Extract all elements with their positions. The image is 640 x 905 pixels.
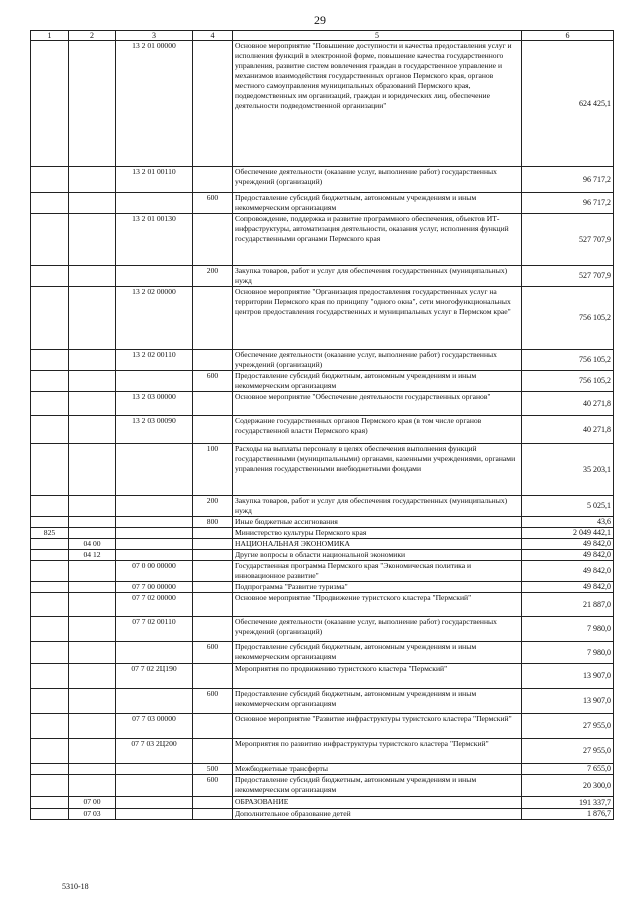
cell-admin-code <box>31 582 69 593</box>
header-col-3: 3 <box>116 31 193 41</box>
cell-description: Обеспечение деятельности (оказание услуг, выполнение работ) государственных учреждений (организаций) <box>233 167 522 193</box>
cell-target-article <box>116 371 193 392</box>
cell-admin-code <box>31 41 69 167</box>
table-header-row <box>31 31 614 41</box>
cell-expense-type <box>193 809 233 820</box>
cell-amount: 7 980,0 <box>522 642 614 664</box>
cell-target-article: 13 2 02 00000 <box>116 287 193 350</box>
cell-expense-type: 200 <box>193 266 233 287</box>
cell-section-code <box>69 266 116 287</box>
cell-expense-type: 600 <box>193 689 233 714</box>
cell-amount: 1 876,7 <box>522 809 614 820</box>
cell-description: Мероприятия по продвижению туристского кластера "Пермский" <box>233 664 522 689</box>
cell-admin-code <box>31 714 69 739</box>
cell-amount: 49 842,0 <box>522 561 614 582</box>
cell-description: Обеспечение деятельности (оказание услуг, выполнение работ) государственных учреждений (организаций) <box>233 617 522 642</box>
cell-expense-type <box>193 350 233 371</box>
table-row <box>31 193 614 214</box>
cell-section-code <box>69 444 116 496</box>
cell-description: Иные бюджетные ассигнования <box>233 517 522 528</box>
cell-admin-code: 825 <box>31 528 69 539</box>
cell-amount: 27 955,0 <box>522 739 614 764</box>
table-row <box>31 561 614 582</box>
cell-amount: 40 271,8 <box>522 392 614 416</box>
cell-expense-type <box>193 561 233 582</box>
table-row <box>31 416 614 444</box>
cell-description: Основное мероприятие "Повышение доступности и качества предоставления услуг и исполнения функций в электронной форме, повышение качества государственного управления, развитие систем вовлечения граждан в государственное управление и механизмов взаимодействия государственных органов Пермского края, органов местного самоуправления муниципальных образований Пермского края, подведомственных им организаций, граждан и юридических лиц, обеспечение деятельности подведомственной организации" <box>233 41 522 167</box>
cell-section-code <box>69 193 116 214</box>
cell-description: Мероприятия по развитию инфраструктуры туристского кластера "Пермский" <box>233 739 522 764</box>
cell-description: Основное мероприятие "Продвижение туристского кластера "Пермский" <box>233 593 522 617</box>
cell-target-article <box>116 797 193 809</box>
cell-amount: 40 271,8 <box>522 416 614 444</box>
cell-amount: 7 655,0 <box>522 764 614 775</box>
cell-section-code <box>69 739 116 764</box>
table-row <box>31 689 614 714</box>
cell-section-code <box>69 593 116 617</box>
cell-admin-code <box>31 496 69 517</box>
cell-expense-type: 800 <box>193 517 233 528</box>
cell-description: Предоставление субсидий бюджетным, автономным учреждениям и иным некоммерческим организациям <box>233 775 522 797</box>
cell-amount: 756 105,2 <box>522 287 614 350</box>
cell-description: Предоставление субсидий бюджетным, автономным учреждениям и иным некоммерческим организациям <box>233 371 522 392</box>
cell-section-code <box>69 517 116 528</box>
cell-admin-code <box>31 539 69 550</box>
cell-description: НАЦИОНАЛЬНАЯ ЭКОНОМИКА <box>233 539 522 550</box>
cell-admin-code <box>31 664 69 689</box>
header-col-2: 2 <box>69 31 116 41</box>
cell-description: Предоставление субсидий бюджетным, автономным учреждениям и иным некоммерческим организациям <box>233 642 522 664</box>
table-row <box>31 444 614 496</box>
cell-target-article <box>116 266 193 287</box>
cell-expense-type <box>193 739 233 764</box>
cell-amount: 27 955,0 <box>522 714 614 739</box>
cell-description: Основное мероприятие "Развитие инфраструктуры туристского кластера "Пермский" <box>233 714 522 739</box>
cell-amount: 96 717,2 <box>522 193 614 214</box>
cell-expense-type: 100 <box>193 444 233 496</box>
table-row <box>31 266 614 287</box>
cell-expense-type <box>193 714 233 739</box>
cell-amount: 191 337,7 <box>522 797 614 809</box>
budget-table <box>30 30 614 820</box>
cell-expense-type: 500 <box>193 764 233 775</box>
cell-target-article: 07 0 00 00000 <box>116 561 193 582</box>
table-row <box>31 539 614 550</box>
cell-expense-type <box>193 167 233 193</box>
cell-target-article <box>116 764 193 775</box>
cell-section-code <box>69 287 116 350</box>
cell-section-code <box>69 582 116 593</box>
cell-target-article <box>116 539 193 550</box>
cell-admin-code <box>31 797 69 809</box>
cell-description: Расходы на выплаты персоналу в целях обеспечения выполнения функций государственными (муниципальными) органами, казенными учреждениями, органами управления государственными внебюджетными фондами <box>233 444 522 496</box>
cell-admin-code <box>31 266 69 287</box>
cell-section-code: 04 12 <box>69 550 116 561</box>
cell-target-article: 13 2 01 00130 <box>116 214 193 266</box>
cell-target-article <box>116 496 193 517</box>
cell-amount: 35 203,1 <box>522 444 614 496</box>
cell-section-code <box>69 764 116 775</box>
cell-section-code <box>69 214 116 266</box>
cell-description: ОБРАЗОВАНИЕ <box>233 797 522 809</box>
table-row <box>31 764 614 775</box>
cell-admin-code <box>31 764 69 775</box>
header-col-6: 6 <box>522 31 614 41</box>
cell-section-code <box>69 167 116 193</box>
cell-admin-code <box>31 689 69 714</box>
cell-expense-type <box>193 41 233 167</box>
cell-admin-code <box>31 593 69 617</box>
cell-admin-code <box>31 444 69 496</box>
cell-amount: 5 025,1 <box>522 496 614 517</box>
cell-amount: 20 300,0 <box>522 775 614 797</box>
cell-amount: 2 049 442,1 <box>522 528 614 539</box>
table-row <box>31 392 614 416</box>
cell-section-code <box>69 775 116 797</box>
cell-admin-code <box>31 350 69 371</box>
cell-amount: 527 707,9 <box>522 266 614 287</box>
cell-section-code: 07 00 <box>69 797 116 809</box>
cell-admin-code <box>31 214 69 266</box>
table-row <box>31 617 614 642</box>
cell-amount: 13 907,0 <box>522 689 614 714</box>
cell-section-code <box>69 689 116 714</box>
cell-expense-type: 600 <box>193 775 233 797</box>
cell-section-code <box>69 41 116 167</box>
cell-target-article <box>116 689 193 714</box>
cell-target-article <box>116 528 193 539</box>
cell-admin-code <box>31 739 69 764</box>
cell-admin-code <box>31 392 69 416</box>
cell-expense-type <box>193 392 233 416</box>
table-row <box>31 550 614 561</box>
cell-section-code <box>69 392 116 416</box>
cell-section-code <box>69 496 116 517</box>
cell-expense-type <box>193 214 233 266</box>
cell-admin-code <box>31 167 69 193</box>
cell-amount: 756 105,2 <box>522 350 614 371</box>
table-row <box>31 287 614 350</box>
cell-expense-type <box>193 582 233 593</box>
cell-section-code <box>69 664 116 689</box>
cell-section-code <box>69 528 116 539</box>
cell-amount: 13 907,0 <box>522 664 614 689</box>
cell-admin-code <box>31 561 69 582</box>
cell-admin-code <box>31 775 69 797</box>
cell-description: Закупка товаров, работ и услуг для обеспечения государственных (муниципальных) нужд <box>233 496 522 517</box>
cell-target-article: 07 7 03 2Ц200 <box>116 739 193 764</box>
header-col-1: 1 <box>31 31 69 41</box>
table-row <box>31 664 614 689</box>
cell-target-article: 07 7 02 00000 <box>116 593 193 617</box>
cell-target-article <box>116 193 193 214</box>
cell-admin-code <box>31 193 69 214</box>
cell-description: Основное мероприятие "Организация предоставления государственных услуг на территории Пермского края по принципу "одного окна", сети многофункциональных центров предоставления государственных и муниципальных услуг в Пермском крае" <box>233 287 522 350</box>
cell-expense-type: 600 <box>193 642 233 664</box>
header-col-5: 5 <box>233 31 522 41</box>
cell-amount: 756 105,2 <box>522 371 614 392</box>
table-row <box>31 775 614 797</box>
cell-amount: 43,6 <box>522 517 614 528</box>
table-row <box>31 714 614 739</box>
cell-section-code <box>69 416 116 444</box>
cell-admin-code <box>31 550 69 561</box>
cell-description: Обеспечение деятельности (оказание услуг, выполнение работ) государственных учреждений (организаций) <box>233 350 522 371</box>
cell-admin-code <box>31 287 69 350</box>
cell-target-article <box>116 444 193 496</box>
cell-section-code: 07 03 <box>69 809 116 820</box>
cell-expense-type <box>193 416 233 444</box>
cell-target-article: 13 2 01 00110 <box>116 167 193 193</box>
cell-section-code <box>69 561 116 582</box>
cell-section-code <box>69 371 116 392</box>
cell-target-article: 07 7 02 00110 <box>116 617 193 642</box>
table-row <box>31 593 614 617</box>
table-row <box>31 167 614 193</box>
table-row <box>31 528 614 539</box>
cell-expense-type <box>193 617 233 642</box>
cell-expense-type <box>193 593 233 617</box>
cell-description: Министерство культуры Пермского края <box>233 528 522 539</box>
cell-section-code <box>69 714 116 739</box>
cell-admin-code <box>31 809 69 820</box>
cell-expense-type <box>193 550 233 561</box>
cell-section-code: 04 00 <box>69 539 116 550</box>
cell-target-article: 07 7 03 00000 <box>116 714 193 739</box>
cell-target-article: 13 2 02 00110 <box>116 350 193 371</box>
cell-admin-code <box>31 642 69 664</box>
document-code: 5310-18 <box>62 882 89 891</box>
cell-description: Закупка товаров, работ и услуг для обеспечения государственных (муниципальных) нужд <box>233 266 522 287</box>
cell-expense-type: 600 <box>193 193 233 214</box>
cell-description: Государственная программа Пермского края "Экономическая политика и инновационное развитие" <box>233 561 522 582</box>
table-row <box>31 582 614 593</box>
cell-target-article <box>116 642 193 664</box>
cell-section-code <box>69 642 116 664</box>
table-row <box>31 350 614 371</box>
cell-target-article <box>116 775 193 797</box>
cell-description: Дополнительное образование детей <box>233 809 522 820</box>
cell-amount: 49 842,0 <box>522 550 614 561</box>
cell-admin-code <box>31 416 69 444</box>
table-row <box>31 739 614 764</box>
cell-description: Предоставление субсидий бюджетным, автономным учреждениям и иным некоммерческим организациям <box>233 689 522 714</box>
cell-admin-code <box>31 617 69 642</box>
cell-description: Основное мероприятие "Обеспечение деятельности государственных органов" <box>233 392 522 416</box>
cell-target-article <box>116 809 193 820</box>
cell-expense-type <box>193 664 233 689</box>
cell-expense-type: 200 <box>193 496 233 517</box>
table-row <box>31 517 614 528</box>
cell-amount: 527 707,9 <box>522 214 614 266</box>
cell-expense-type <box>193 528 233 539</box>
cell-amount: 49 842,0 <box>522 539 614 550</box>
table-row <box>31 371 614 392</box>
cell-target-article: 07 7 02 2Ц190 <box>116 664 193 689</box>
cell-description: Межбюджетные трансферты <box>233 764 522 775</box>
table-row <box>31 214 614 266</box>
cell-amount: 624 425,1 <box>522 41 614 167</box>
cell-description: Предоставление субсидий бюджетным, автономным учреждениям и иным некоммерческим организациям <box>233 193 522 214</box>
cell-section-code <box>69 617 116 642</box>
cell-description: Сопровождение, поддержка и развитие программного обеспечения, объектов ИТ-инфраструктуры, автоматизация деятельности, оказания услуг, исполнения функций государственными органами Пермского края <box>233 214 522 266</box>
cell-amount: 21 887,0 <box>522 593 614 617</box>
cell-description: Другие вопросы в области национальной экономики <box>233 550 522 561</box>
table-row <box>31 496 614 517</box>
cell-amount: 49 842,0 <box>522 582 614 593</box>
cell-admin-code <box>31 371 69 392</box>
cell-target-article: 13 2 03 00000 <box>116 392 193 416</box>
cell-amount: 96 717,2 <box>522 167 614 193</box>
cell-target-article <box>116 517 193 528</box>
table-row <box>31 809 614 820</box>
cell-section-code <box>69 350 116 371</box>
cell-description: Содержание государственных органов Пермского края (в том числе органов государственной власти Пермского края) <box>233 416 522 444</box>
table-row <box>31 642 614 664</box>
cell-expense-type: 600 <box>193 371 233 392</box>
cell-target-article <box>116 550 193 561</box>
header-col-4: 4 <box>193 31 233 41</box>
cell-description: Подпрограмма "Развитие туризма" <box>233 582 522 593</box>
cell-admin-code <box>31 517 69 528</box>
table-row <box>31 41 614 167</box>
cell-expense-type <box>193 287 233 350</box>
cell-target-article: 13 2 03 00090 <box>116 416 193 444</box>
page-number: 29 <box>314 13 326 27</box>
cell-amount: 7 980,0 <box>522 617 614 642</box>
cell-target-article: 13 2 01 00000 <box>116 41 193 167</box>
cell-expense-type <box>193 539 233 550</box>
cell-target-article: 07 7 00 00000 <box>116 582 193 593</box>
cell-expense-type <box>193 797 233 809</box>
table-row <box>31 797 614 809</box>
